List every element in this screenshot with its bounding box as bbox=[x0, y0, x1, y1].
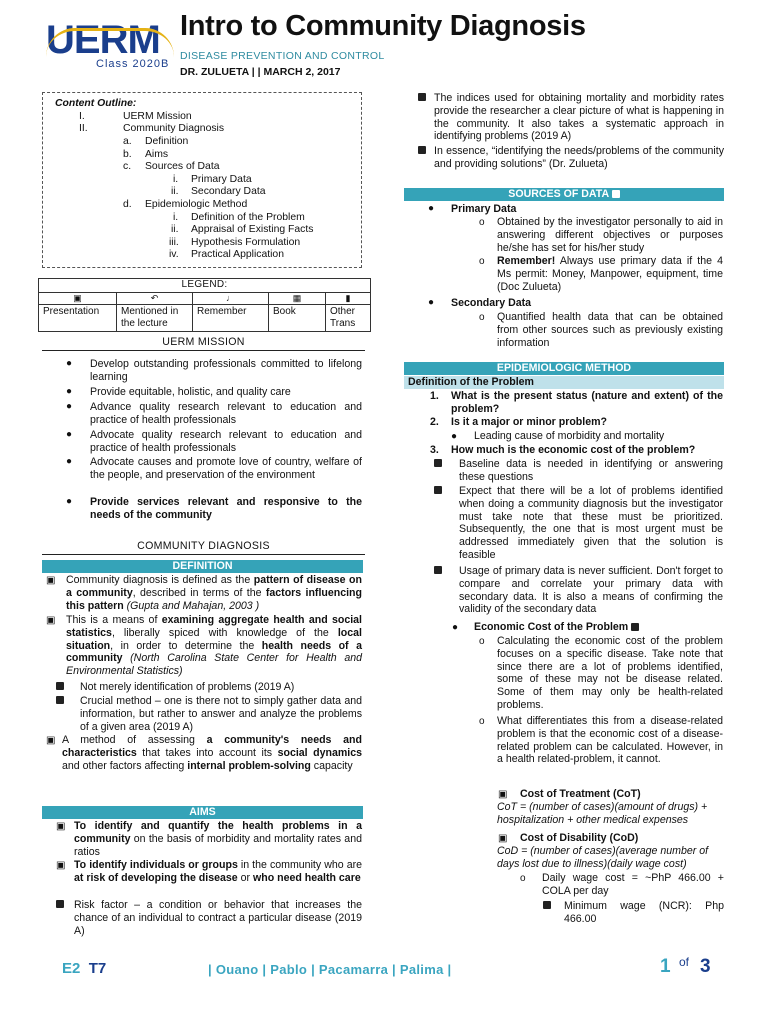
definition-note-1: Not merely identification of problems (2019 A) bbox=[80, 681, 295, 693]
content-outline bbox=[42, 92, 362, 268]
cost-of-disability-heading: Cost of Disability (CoD) bbox=[520, 832, 639, 844]
footer-authors: | Ouano | Pablo | Pacamarra | Palima | bbox=[208, 962, 452, 977]
economic-cost-desc-1: Calculating the economic cost of the problem focuses on a specific disease. Take note that since there are a lot of problems identified, some of these may not be disease related. Some of them may only be health-related problems. bbox=[497, 635, 723, 711]
file-icon bbox=[56, 696, 64, 709]
aim-1: To identify and quantify the health problems in a community on the basis of morbidity and mortality rates and ratios bbox=[74, 820, 362, 858]
legend-label: Remember bbox=[197, 306, 247, 317]
book-icon bbox=[612, 190, 620, 198]
outline-item: Epidemiologic Method bbox=[145, 199, 248, 210]
outline-item: Definition of the Problem bbox=[191, 212, 305, 223]
indices-paragraph: The indices used for obtaining mortality and morbidity rates provide the researcher a clear picture of what is happening in the community. It also takes a systematic approach in identifying problems (2019 A) bbox=[434, 92, 724, 143]
question-3: How much is the economic cost of the problem? bbox=[451, 444, 696, 456]
bullet: ● bbox=[428, 203, 435, 214]
daily-wage-cost: Daily wage cost = ~PhP 466.00 + COLA per day bbox=[542, 872, 724, 897]
file-icon bbox=[631, 623, 639, 631]
bullet: ● bbox=[66, 496, 73, 507]
question-2-note: Leading cause of morbidity and mortality bbox=[474, 430, 665, 442]
legend-label: Book bbox=[273, 306, 296, 317]
minimum-wage: Minimum wage (NCR): Php 466.00 bbox=[564, 900, 724, 925]
outline-marker: ii. bbox=[171, 186, 179, 197]
monitor-icon: ▣ bbox=[39, 292, 116, 305]
circle-bullet: o bbox=[479, 636, 485, 647]
page-total: 3 bbox=[700, 956, 711, 977]
outline-item: Appraisal of Existing Facts bbox=[191, 224, 314, 235]
bullet: ● bbox=[66, 358, 73, 369]
legend-label: Other Trans bbox=[330, 306, 356, 329]
page-number: 1 bbox=[660, 956, 671, 977]
outline-marker: ii. bbox=[171, 224, 179, 235]
legend-book bbox=[269, 292, 326, 331]
file-icon bbox=[434, 459, 442, 472]
q3-note-2: Expect that there will be a lot of problems identified when doing a community diagnosis but the investigator must take note that these must be prioritized. Subsequently, the one that is most urgent must be addressed immediately given that the solution is feasible bbox=[459, 485, 723, 561]
outline-item: Hypothesis Formulation bbox=[191, 237, 301, 248]
mission-heading: UERM MISSION bbox=[42, 336, 365, 351]
mission-item: Provide equitable, holistic, and quality care bbox=[90, 386, 291, 398]
outline-item: UERM Mission bbox=[123, 111, 192, 122]
sources-of-data-bar: SOURCES OF DATA bbox=[404, 188, 724, 201]
cost-of-treatment-heading: Cost of Treatment (CoT) bbox=[520, 788, 641, 800]
outline-item: Practical Application bbox=[191, 249, 284, 260]
bullet: ● bbox=[66, 429, 73, 440]
circle-bullet: o bbox=[479, 312, 485, 323]
aim-2: To identify individuals or groups in the community who are at risk of developing the disease or who need health care bbox=[74, 859, 363, 884]
definition-paragraph-2: This is a means of examining aggregate health and social statistics, liberally spiced with knowledge of the local situation, in order to determine the health needs of a community (North Carolina State Center for Health and Environmental Statistics) bbox=[66, 614, 362, 678]
footer-code: E2 T7 bbox=[62, 960, 107, 977]
outline-item: Community Diagnosis bbox=[123, 123, 225, 134]
circle-bullet: o bbox=[479, 217, 485, 228]
monitor-icon: ▣ bbox=[56, 821, 66, 832]
question-number: 3. bbox=[430, 444, 439, 456]
cost-of-treatment-formula: CoT = (number of cases)(amount of drugs) + hospitalization + other medical expenses bbox=[497, 801, 708, 826]
bullet: ● bbox=[66, 456, 73, 467]
definition-note-2: Crucial method – one is there not to simply gather data and information, but rather to answer and analyze the problems of a given area (2019 A) bbox=[80, 695, 362, 733]
outline-item: Definition bbox=[145, 136, 189, 147]
circle-bullet: o bbox=[479, 716, 485, 727]
legend-table bbox=[38, 278, 371, 332]
subject-subtitle: DISEASE PREVENTION AND CONTROL bbox=[180, 50, 385, 62]
monitor-icon: ▣ bbox=[46, 735, 56, 746]
legend-title: LEGEND: bbox=[39, 279, 370, 293]
economic-cost-heading: Economic Cost of the Problem bbox=[474, 621, 639, 634]
outline-marker: II. bbox=[79, 123, 88, 134]
definition-of-problem-bar: Definition of the Problem bbox=[404, 376, 724, 389]
file-icon bbox=[56, 682, 64, 695]
bullet: ● bbox=[428, 297, 435, 308]
economic-cost-desc-2: What differentiates this from a disease-related problem is that the economic cost of a disease-related problem can be calculated. However, in a health related-problem, it cannot. bbox=[497, 715, 723, 766]
mission-item: Develop outstanding professionals committed to lifelong learning bbox=[90, 358, 362, 383]
legend-label: Presentation bbox=[43, 306, 100, 317]
outline-item: Sources of Data bbox=[145, 161, 220, 172]
logo-swoosh bbox=[46, 28, 174, 57]
bullet: ● bbox=[66, 386, 73, 397]
q3-note-1: Baseline data is needed in identifying or answering these questions bbox=[459, 458, 723, 483]
outline-marker: d. bbox=[123, 199, 132, 210]
monitor-icon: ▣ bbox=[498, 833, 508, 844]
bullet: ● bbox=[451, 431, 458, 442]
mission-item: Advocate causes and promote love of country, welfare of the people, and preservation of the environment bbox=[90, 456, 362, 481]
outline-marker: b. bbox=[123, 149, 132, 160]
definition-paragraph-3: A method of assessing a community's needs and characteristics that takes into account its social dynamics and other factors affecting internal problem-solving capacity bbox=[62, 734, 362, 772]
file-icon: ▮ bbox=[326, 292, 370, 305]
speech-icon: ↶ bbox=[117, 292, 192, 305]
logo-text: UERM bbox=[46, 18, 160, 62]
community-diagnosis-heading: COMMUNITY DIAGNOSIS bbox=[42, 540, 365, 555]
legend-remember bbox=[193, 292, 269, 331]
file-icon bbox=[56, 900, 64, 913]
question-number: 2. bbox=[430, 416, 439, 428]
outline-marker: iv. bbox=[169, 249, 179, 260]
outline-marker: i. bbox=[173, 174, 179, 185]
uerm-logo bbox=[46, 20, 176, 72]
primary-data-label: Primary Data bbox=[451, 203, 517, 215]
file-icon bbox=[543, 901, 551, 914]
file-icon bbox=[418, 146, 426, 159]
monitor-icon: ▣ bbox=[498, 789, 508, 800]
aims-bar: AIMS bbox=[42, 806, 363, 819]
bullet: ● bbox=[452, 622, 459, 633]
in-essence-paragraph: In essence, “identifying the needs/problems of the community and providing solutions” (Dr. Zulueta) bbox=[434, 145, 724, 170]
outline-item: Aims bbox=[145, 149, 169, 160]
risk-factor-note: Risk factor – a condition or behavior that increases the chance of an individual to contract a particular disease (2019 A) bbox=[74, 899, 362, 937]
mission-item: Provide services relevant and responsive to the needs of the community bbox=[90, 496, 362, 521]
file-icon bbox=[434, 486, 442, 499]
legend-mentioned bbox=[117, 292, 193, 331]
file-icon bbox=[418, 93, 426, 106]
page-title: Intro to Community Diagnosis bbox=[180, 10, 586, 42]
mission-item: Advance quality research relevant to education and practice of health professionals bbox=[90, 401, 362, 426]
outline-marker: iii. bbox=[169, 237, 179, 248]
epidemiologic-method-bar: EPIDEMIOLOGIC METHOD bbox=[404, 362, 724, 375]
page-of: of bbox=[679, 955, 690, 969]
lecturer-date: DR. ZULUETA | | MARCH 2, 2017 bbox=[180, 66, 341, 78]
monitor-icon: ▣ bbox=[56, 860, 66, 871]
outline-marker: i. bbox=[173, 212, 179, 223]
secondary-data-desc: Quantified health data that can be obtained from other sources such as previously existing information bbox=[497, 311, 723, 349]
primary-data-remember: Remember! Always use primary data if the 4 Ms permit: Money, Manpower, equipment, time (Doc Zulueta) bbox=[497, 255, 723, 293]
legend-label: Mentioned in the lecture bbox=[121, 306, 179, 329]
primary-data-desc: Obtained by the investigator personally to aid in answering different objectives or purposes he/she has set for his/her study bbox=[497, 216, 723, 254]
question-2: Is it a major or minor problem? bbox=[451, 416, 607, 428]
cost-of-disability-formula: CoD = (number of cases)(average number of days lost due to illness)(daily wage cost) bbox=[497, 845, 709, 870]
q3-note-3: Usage of primary data is never sufficient. Don't forget to compare and correlate your primary data with secondary data. It is also a means of confirming the validity of the secondary data bbox=[459, 565, 723, 616]
question-number: 1. bbox=[430, 390, 439, 402]
outline-item: Primary Data bbox=[191, 174, 252, 185]
outline-marker: c. bbox=[123, 161, 132, 172]
book-icon: ▦ bbox=[269, 292, 325, 305]
outline-title: Content Outline: bbox=[55, 98, 137, 109]
monitor-icon: ▣ bbox=[46, 615, 56, 626]
circle-bullet: o bbox=[479, 256, 485, 267]
legend-other-trans bbox=[326, 292, 370, 331]
note-icon: ♩ bbox=[193, 292, 268, 305]
definition-paragraph-1: Community diagnosis is defined as the pattern of disease on a community, described in terms of the factors influencing this pattern (Gupta and Mahajan, 2003 ) bbox=[66, 574, 363, 612]
outline-marker: I. bbox=[79, 111, 85, 122]
mission-item: Advocate quality research relevant to education and practice of health professionals bbox=[90, 429, 362, 454]
file-icon bbox=[434, 566, 442, 579]
logo-class: Class 2020B bbox=[96, 58, 170, 70]
definition-bar: DEFINITION bbox=[42, 560, 363, 573]
legend-presentation bbox=[39, 292, 117, 331]
circle-bullet: o bbox=[520, 873, 526, 884]
secondary-data-label: Secondary Data bbox=[451, 297, 532, 309]
monitor-icon: ▣ bbox=[46, 575, 56, 586]
outline-item: Secondary Data bbox=[191, 186, 266, 197]
outline-marker: a. bbox=[123, 136, 132, 147]
question-1: What is the present status (nature and extent) of the problem? bbox=[451, 390, 723, 415]
bullet: ● bbox=[66, 401, 73, 412]
